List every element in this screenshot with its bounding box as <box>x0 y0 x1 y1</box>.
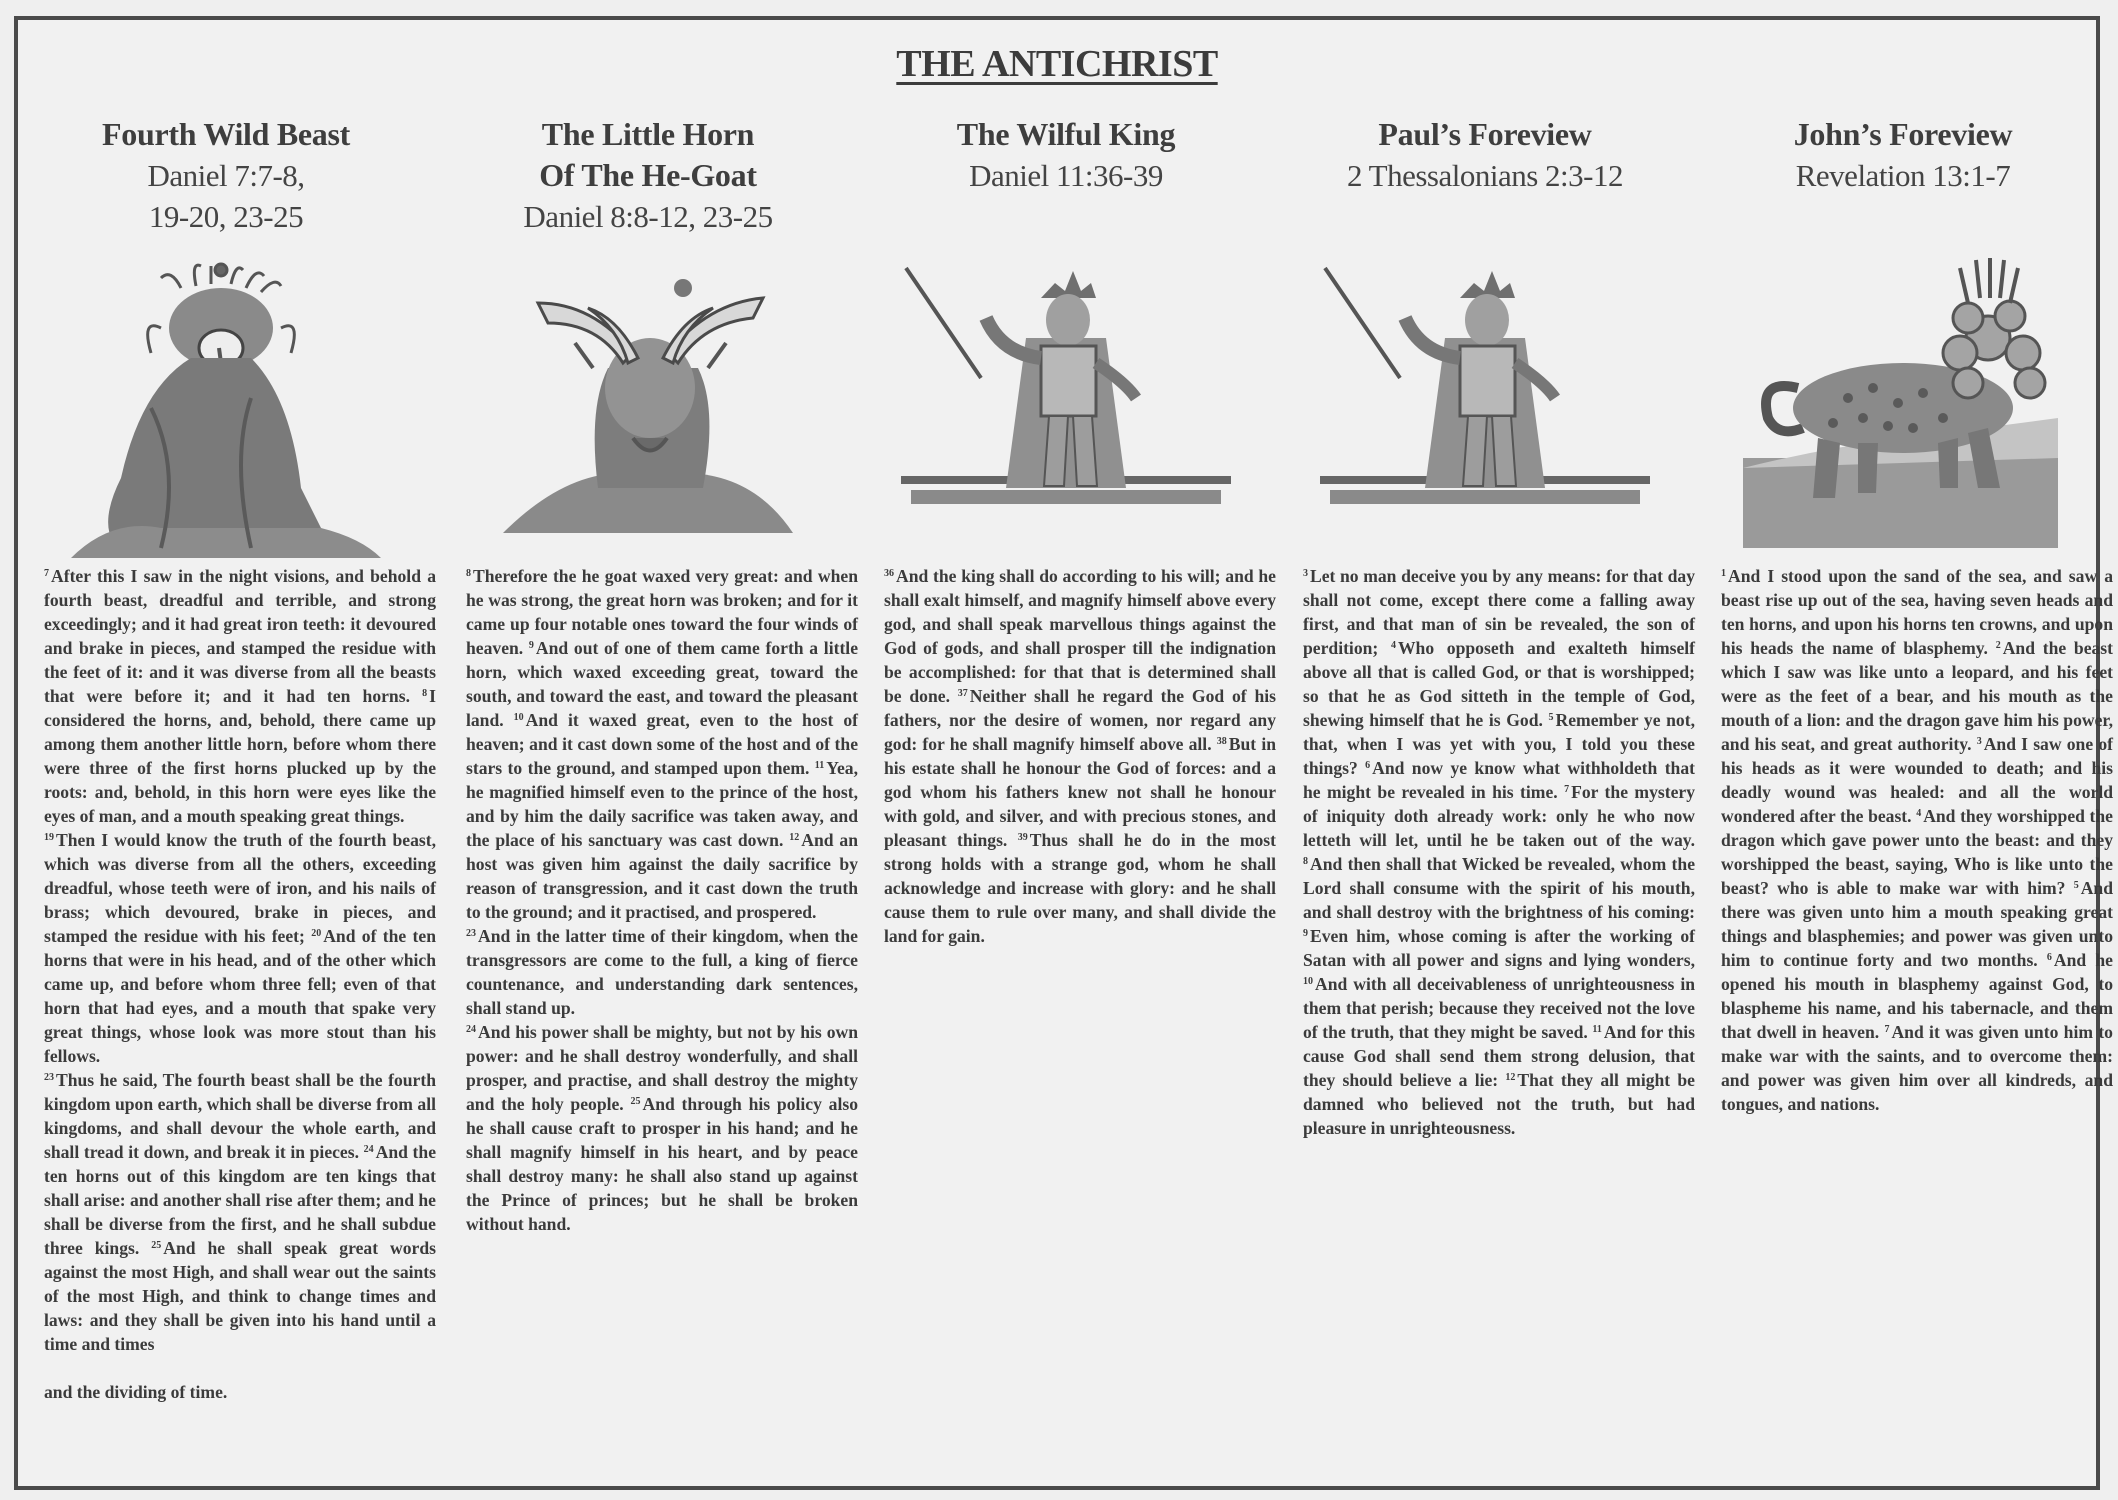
column-reference: 2 Thessalonians 2:3-12 <box>1346 158 1623 193</box>
verse-number: 19 <box>44 832 54 843</box>
crowned-king-with-sword-engraving <box>901 258 1231 558</box>
verse-number: 3 <box>1976 736 1982 747</box>
passage <box>466 1020 858 1236</box>
verse-text: Thus shall he do in the most strong holds with a strange god, whom he shall acknowledge and increase with glory: and he shall cause them to rule over many, and shall divide the land for gain. <box>884 830 1276 946</box>
page-frame <box>14 16 2114 1490</box>
verse-number: 8 <box>1303 856 1308 867</box>
verse-text: And through his policy also he shall cause craft to prosper in his hand; and he shall magnify himself in his heart, and by peace shall destroy many: he shall also stand up against the Prince of princes; but he shall be broken without hand. <box>466 1094 858 1234</box>
verse-text: Remember ye not, that, when I was yet with you, I told you these things? <box>1303 710 1695 778</box>
seven-headed-leopard-beast-engraving <box>1738 258 2068 558</box>
verse-text: That they all might be damned who believed not the truth, but had pleasure in unrighteousness. <box>1303 1070 1695 1138</box>
verse-number: 11 <box>1592 1024 1602 1035</box>
verse-text: For the mystery of iniquity doth already work: only he who now letteth will let, until he be taken out of the way. <box>1303 782 1695 850</box>
verse-text: After this I saw in the night visions, and behold a fourth beast, dreadful and terrible, and strong exceedingly; and it had great iron teeth: it devoured and brake in pieces, and stamped the residue with the feet of it: and it was diverse from all the beasts that were before it; and it had ten horns. <box>44 566 436 706</box>
verse-text: Who opposeth and exalteth himself above all that is called God, or that is worshipped; so that he as God sitteth in the temple of God, shewing himself that he is God. <box>1303 638 1695 730</box>
column-heading <box>870 114 1262 196</box>
verse-text: And it was given unto him to make war with the saints, and to overcome them: and power was given him over all kindreds, and tongues, and nations. <box>1721 1022 2113 1114</box>
verse-number: 1 <box>1721 568 1726 579</box>
verse-text: And in the latter time of their kingdom, when the transgressors are come to the full, a king of fierce countenance, and understanding dark sentences, shall stand up. <box>466 926 858 1018</box>
passage <box>44 564 436 828</box>
verse-number: 24 <box>363 1144 374 1155</box>
verse-number: 20 <box>311 928 322 939</box>
trailing-line: and the dividing of time. <box>44 1382 228 1402</box>
column-title: John’s Foreview <box>1793 116 2013 152</box>
column-heading <box>1289 114 1681 196</box>
verse-text: And then shall that Wicked be revealed, whom the Lord shall consume with the spirit of his mouth, and shall destroy with the brightness of his coming: <box>1303 854 1695 922</box>
verse-text: And it waxed great, even to the host of heaven; and it cast down some of the host and of the stars to the ground, and stamped upon them. <box>466 710 858 778</box>
verse-number: 4 <box>1916 808 1922 819</box>
verse-number: 6 <box>2046 952 2052 963</box>
verse-number: 5 <box>2073 880 2079 891</box>
column-reference: 19-20, 23-25 <box>148 199 304 234</box>
verse-text: And there was given unto him a mouth speaking great things and blasphemies; and power was given unto him to continue forty and two months. <box>1721 878 2113 970</box>
verse-number: 39 <box>1017 832 1028 843</box>
verse-text: But in his estate shall he honour the God of forces: and a god whom his fathers knew not shall he honour with gold, and silver, and with precious stones, and pleasant things. <box>884 734 1276 850</box>
verse-number: 37 <box>957 688 968 699</box>
verse-text: And the king shall do according to his will; and he shall exalt himself, and magnify himself above every god, and shall speak marvellous things against the God of gods, and shall prosper till the indignation be accomplished: for that that is determined shall be done. <box>884 566 1276 706</box>
page-title: THE ANTICHRIST <box>896 43 1218 85</box>
he-goat-with-horns-engraving <box>483 258 813 558</box>
column-heading <box>452 114 844 237</box>
verse-text: And he shall speak great words against the most High, and shall wear out the saints of the most High, and think to change times and laws: and they shall be given into his hand until a time and times <box>44 1238 436 1354</box>
verse-number: 7 <box>44 568 49 579</box>
verse-text: Thus he said, The fourth beast shall be the fourth kingdom upon earth, which shall be diverse from all kingdoms, and shall devour the whole earth, and shall tread it down, and break it in pieces. <box>44 1070 436 1162</box>
column-reference: Daniel 8:8-12, 23-25 <box>523 199 773 234</box>
verse-text: I considered the horns, and, behold, there came up among them another little horn, before whom there were three of the first horns plucked up by the roots: and, behold, in this horn were eyes like the eyes of man, and a mouth speaking great things. <box>44 686 436 826</box>
verse-number: 12 <box>789 832 800 843</box>
verse-number: 4 <box>1390 640 1396 651</box>
column-reference: Daniel 7:7-8, <box>147 158 305 193</box>
verse-text: Then I would know the truth of the fourth beast, which was diverse from all the others, exceeding dreadful, whose teeth were of iron, and his nails of brass; which devoured, brake in pieces, and stamped the residue with his feet; <box>44 830 436 946</box>
column-heading <box>1707 114 2099 196</box>
verse-text: And they worshipped the dragon which gave power unto the beast: and they worshipped the beast, saying, Who is like unto the beast? who is able to make war with him? <box>1721 806 2113 898</box>
verse-text: And an host was given him against the daily sacrifice by reason of transgression, and it cast down the truth to the ground; and it practised, and prospered. <box>466 830 858 922</box>
verse-number: 5 <box>1548 712 1554 723</box>
crowned-king-with-sword-engraving <box>1320 258 1650 558</box>
passage <box>1721 564 2113 1116</box>
verse-number: 10 <box>1303 976 1313 987</box>
scripture-text <box>884 564 1276 948</box>
verse-text: Therefore the he goat waxed very great: and when he was strong, the great horn was broken; and for it came up four notable ones toward the four winds of heaven. <box>466 566 858 658</box>
column-reference: Revelation 13:1-7 <box>1795 158 2011 193</box>
verse-text: And the beast which I saw was like unto a leopard, and his feet were as the feet of a bear, and his mouth as the mouth of a lion: and the dragon gave him his power, and his seat, and great authority. <box>1721 638 2114 754</box>
verse-number: 38 <box>1216 736 1227 747</box>
verse-number: 8 <box>422 688 428 699</box>
verse-number: 11 <box>814 760 825 771</box>
verse-text: Neither shall he regard the God of his fathers, nor the desire of women, nor regard any god: for he shall magnify himself above all. <box>884 686 1276 754</box>
verse-number: 7 <box>1564 784 1570 795</box>
column-title: Fourth Wild Beast <box>102 116 350 152</box>
verse-number: 8 <box>466 568 471 579</box>
verse-text: Yea, he magnified himself even to the prince of the host, and by him the daily sacrifice was taken away, and the place of his sanctuary was cast down. <box>466 758 858 850</box>
verse-number: 2 <box>1995 640 2001 651</box>
verse-number: 7 <box>1884 1024 1890 1035</box>
passage <box>466 564 858 924</box>
verse-text: And with all deceivableness of unrighteousness in them that perish; because they received not the love of the truth, that they might be saved. <box>1303 974 1695 1042</box>
passage <box>466 924 858 1020</box>
column-subtitle: Of The He-Goat <box>539 157 757 193</box>
verse-text: And his power shall be mighty, but not by his own power: and he shall destroy wonderfully, and shall prosper, and practise, and shall destroy the mighty and the holy people. <box>466 1022 858 1114</box>
passage <box>44 1068 436 1356</box>
verse-number: 23 <box>466 928 476 939</box>
verse-number: 9 <box>1303 928 1308 939</box>
verse-text: And the ten horns out of this kingdom are ten kings that shall arise: and another shall rise after them; and he shall be diverse from the first, and he shall subdue three kings. <box>44 1142 436 1258</box>
verse-text: Even him, whose coming is after the working of Satan with all power and signs and lying wonders, <box>1303 926 1695 970</box>
verse-number: 9 <box>528 640 534 651</box>
column-reference: Daniel 11:36-39 <box>969 158 1163 193</box>
verse-number: 25 <box>630 1096 641 1107</box>
verse-text: And out of one of them came forth a little horn, which waxed exceeding great, toward the south, and toward the east, and toward the pleasant land. <box>466 638 858 730</box>
verse-number: 12 <box>1505 1072 1516 1083</box>
verse-text: And now ye know what withholdeth that he might be revealed in his time. <box>1303 758 1695 802</box>
verse-text: And I stood upon the sand of the sea, and saw a beast rise up out of the sea, having seven heads and ten horns, and upon his horns ten crowns, and upon his heads the name of blasphemy. <box>1721 566 2113 658</box>
column-heading <box>30 114 422 237</box>
verse-text: And of the ten horns that were in his head, and of the other which came up, and before whom three fell; even of that horn that had eyes, and a mouth that spake very great things, whose look was more stout than his fellows. <box>44 926 436 1066</box>
verse-text: And for this cause God shall send them strong delusion, that they should believe a lie: <box>1303 1022 1695 1090</box>
scripture-text <box>1303 564 1695 1140</box>
passage <box>884 564 1276 948</box>
passage <box>44 828 436 1068</box>
column-title: Paul’s Foreview <box>1378 116 1592 152</box>
column-title: The Little Horn <box>541 116 755 152</box>
scripture-text <box>466 564 858 1236</box>
scripture-text <box>1721 564 2113 1116</box>
verse-number: 10 <box>513 712 524 723</box>
verse-text: And he opened his mouth in blasphemy against God, to blaspheme his name, and his tabernacle, and them that dwell in heaven. <box>1721 950 2113 1042</box>
verse-number: 3 <box>1303 568 1308 579</box>
verse-number: 36 <box>884 568 894 579</box>
verse-number: 23 <box>44 1072 54 1083</box>
column-title: The Wilful King <box>956 116 1176 152</box>
verse-number: 25 <box>151 1240 162 1251</box>
verse-number: 6 <box>1365 760 1371 771</box>
verse-text: And I saw one of his heads as it were wounded to death; and his deadly wound was healed: and all the world wondered after the beast. <box>1721 734 2113 826</box>
verse-number: 24 <box>466 1024 476 1035</box>
verse-text: Let no man deceive you by any means: for that day shall not come, except there come a falling away first, and that man of sin be revealed, the son of perdition; <box>1303 566 1695 658</box>
scripture-text <box>44 564 436 1404</box>
passage <box>1303 564 1695 1140</box>
four-horned-crowned-beast-engraving <box>61 258 391 558</box>
